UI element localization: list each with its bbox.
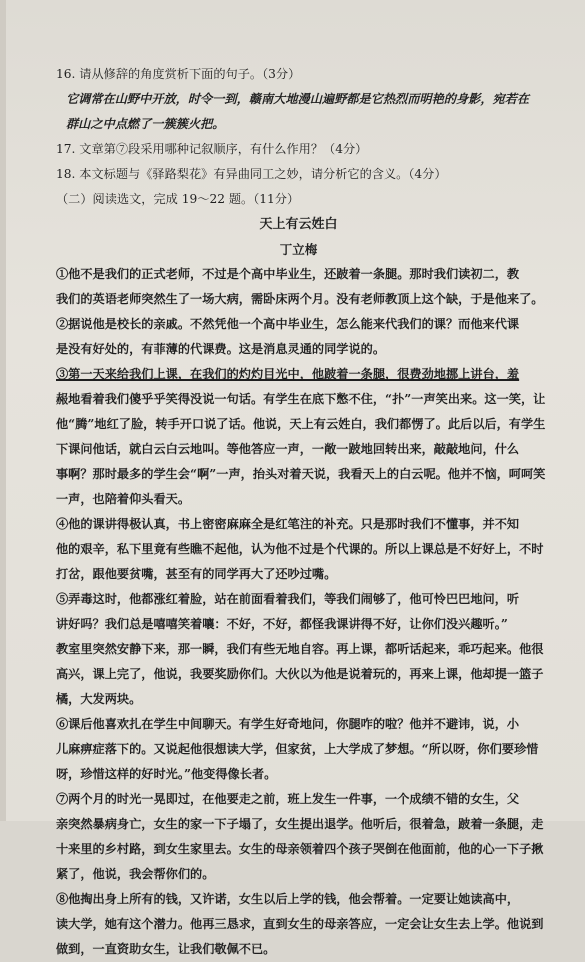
article-line: 读大学，她有这个潜力。他再三恳求，直到女生的母亲答应，一定会让女生去上学。他说到 [56,917,544,931]
article-line: 我们的英语老师突然生了一场大病，需卧床两个月。没有老师教顶上这个缺，于是他来了。 [56,292,544,306]
article-body [56,262,546,962]
question-17: 17. 文章第⑦段采用哪种记叙顺序，有什么作用？（4分） [56,142,368,156]
article-line: 做到，一直资助女生，让我们敬佩不已。 [56,942,276,956]
article-author: 丁立梅 [279,242,318,257]
article-line: ②据说他是校长的亲戚。不然凭他一个高中毕业生，怎么能来代我们的课？而他来代课 [56,317,520,331]
question-16: 16. 请从修辞的角度赏析下面的句子。（3分） [56,67,301,81]
article-line: 呀，珍惜这样的好时光。”他变得像长者。 [56,767,277,781]
article-line: 教室里突然安静下来，那一瞬，我们有些无地自容。再上课，都听话起来，乖巧起来。他很 [56,642,544,656]
article-line: 紧了，他说，我会帮你们的。 [56,867,215,881]
article-line: ①他不是我们的正式老师，不过是个高中毕业生，还跛着一条腿。那时我们读初二，教 [56,267,520,281]
article-line: 赧地看着我们傻乎乎笑得没说一句话。有学生在底下憋不住，“扑”一声笑出来。这一笑，让 [56,392,546,406]
article-line: 讲好吗？我们总是嘻嘻笑着嚷：不好，不好，都怪我课讲得不好，让你们没兴趣听。” [56,617,508,631]
article-title: 天上有云姓白 [259,217,338,232]
article-line: 一声，也陪着仰头看天。 [56,492,191,506]
article-line: 他的艰辛，私下里竟有些瞧不起他，认为他不过是个代课的。所以上课总是不好好上，不时 [56,542,544,556]
article-line: ⑧他掏出身上所有的钱，又许诺，女生以后上学的钱，他会帮着。一定要让她读高中， [56,892,520,906]
article-line: 十来里的乡村路，到女生家里去。女生的母亲领着四个孩子哭倒在他面前，他的心一下子揪 [56,842,544,856]
article-line: ④他的课讲得极认真，书上密密麻麻全是红笔注的补充。只是那时我们不懂事，并不知 [56,517,520,531]
article-line: 橘，大发两块。 [56,692,142,706]
question-16-quote-line-1: 它调常在山野中开放，时令一到，赣南大地漫山遍野都是它热烈而明艳的身影，宛若在 [66,92,530,106]
article-line-underlined: ③第一天来给我们上课，在我们的灼灼目光中，他跛着一条腿，很费劲地挪上讲台，羞 [56,367,520,381]
article-line: 高兴，课上完了，他说，我要奖励你们。大伙以为他是说着玩的，再来上课，他却提一篮子 [56,667,544,681]
article-line: ⑦两个月的时光一晃即过，在他要走之前，班上发生一件事，一个成绩不错的女生，父 [56,792,520,806]
article-line: 打岔，跟他要贫嘴，甚至有的同学再大了还吵过嘴。 [56,567,337,581]
page-binding-edge [0,0,6,821]
article-line: 下课问他话，就白云白云地叫。等他答应一声，一敞一跛地回转出来，敲敲地问，什么 [56,442,520,456]
article-line: 事啊？那时最多的学生会“啊”一声，抬头对着天说，我看天上的白云呢。他并不恼，呵呵笑 [56,467,546,481]
question-16-quote-line-2: 群山之中点燃了一簇簇火把。 [66,117,225,131]
article-line: 儿麻痹症落下的。又说起他很想读大学，但家贫，上大学成了梦想。“所以呀，你们要珍惜 [56,742,539,756]
article-line: ⑤弄毒这时，他都涨红着脸，站在前面看着我们，等我们闹够了，他可怜巴巴地问，听 [56,592,520,606]
article-line: 是没有好处的，有菲薄的代课费。这是消息灵通的同学说的。 [56,342,386,356]
article-line: ⑥课后他喜欢扎在学生中间聊天。有学生好奇地问，你腿咋的啦？他并不避讳，说，小 [56,717,520,731]
question-18: 18. 本文标题与《驿路梨花》有异曲同工之妙，请分析它的含义。（4分） [56,167,447,181]
section-instruction: （二）阅读选文，完成 19～22 题。（11分） [56,192,300,206]
article-line: 他“腾”地红了脸，转手开口说了话。他说，天上有云姓白，我们都愣了。此后以后，有学生 [56,417,546,431]
article-line: 亲突然暴病身亡，女生的家一下子塌了，女生提出退学。他听后，很着急，跛着一条腿，走 [56,817,544,831]
